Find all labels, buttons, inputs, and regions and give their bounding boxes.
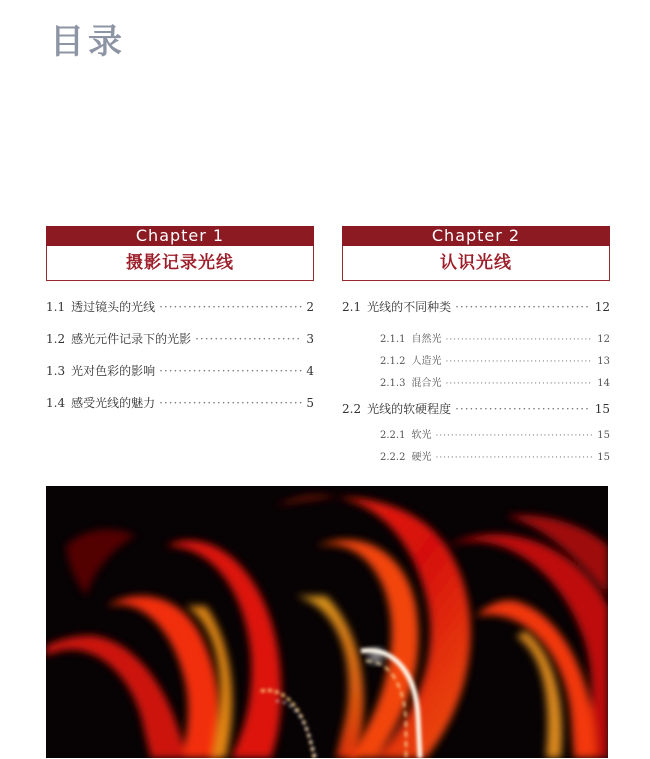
toc-entry-2-2-1[interactable] (342, 426, 610, 448)
toc-entry-2-1-2[interactable] (342, 352, 610, 374)
toc-number: 2.2.1 (380, 430, 406, 441)
toc-page: 13 (597, 356, 610, 367)
toc-text: 感光元件记录下的光影 (71, 332, 192, 346)
toc-number: 1.2 (46, 332, 66, 346)
toc-number: 2.1.1 (380, 334, 406, 345)
toc-text: 硬光 (411, 452, 432, 463)
toc-entry-2-1-1[interactable] (342, 330, 610, 352)
toc-page: 15 (597, 452, 610, 463)
toc-number: 1.3 (46, 364, 66, 378)
chapter-1-toc (46, 298, 314, 426)
toc-leader (435, 431, 593, 441)
toc-leader (195, 332, 302, 346)
toc-page: 4 (306, 364, 314, 378)
chapter-2-toc (342, 298, 610, 470)
toc-text: 透过镜头的光线 (71, 300, 156, 314)
toc-text: 光对色彩的影响 (71, 364, 156, 378)
toc-number: 1.4 (46, 396, 66, 410)
toc-page: 5 (306, 396, 314, 410)
toc-leader (435, 453, 593, 463)
toc-page: 15 (594, 402, 610, 416)
toc-leader (455, 300, 591, 314)
toc-leader (445, 379, 593, 389)
toc-page: 12 (594, 300, 610, 314)
toc-number: 2.1.2 (380, 356, 406, 367)
toc-number: 2.2 (342, 402, 362, 416)
toc-entry-2-1-3[interactable] (342, 374, 610, 400)
toc-page: 2 (306, 300, 314, 314)
chapter-1-label: Chapter 1 (46, 226, 314, 246)
toc-entry-2-2-2[interactable] (342, 448, 610, 470)
toc-leader (159, 396, 302, 410)
chapter-2-header (342, 226, 610, 281)
toc-text: 光线的软硬程度 (367, 402, 452, 416)
chapter-2-title: 认识光线 (342, 246, 610, 281)
toc-leader (455, 402, 591, 416)
toc-text: 感受光线的魅力 (71, 396, 156, 410)
toc-entry-1-2[interactable] (46, 330, 314, 362)
toc-text: 人造光 (411, 356, 442, 367)
toc-number: 2.1.3 (380, 378, 406, 389)
toc-entry-2-1[interactable] (342, 298, 610, 330)
toc-page: 14 (597, 378, 610, 389)
toc-page: 3 (306, 332, 314, 346)
toc-number: 2.1 (342, 300, 362, 314)
toc-leader (445, 357, 593, 367)
toc-text: 自然光 (411, 334, 442, 345)
toc-entry-1-3[interactable] (46, 362, 314, 394)
light-trail-photo (46, 486, 608, 758)
chapter-1-title: 摄影记录光线 (46, 246, 314, 281)
toc-page: 12 (597, 334, 610, 345)
toc-text: 软光 (411, 430, 432, 441)
toc-leader (445, 335, 593, 345)
chapter-1-header (46, 226, 314, 281)
toc-text: 光线的不同种类 (367, 300, 452, 314)
toc-number: 2.2.2 (380, 452, 406, 463)
toc-text: 混合光 (411, 378, 442, 389)
light-trail-image (46, 486, 608, 758)
toc-entry-2-2[interactable] (342, 400, 610, 426)
page-title: 目录 (50, 22, 126, 62)
toc-leader (159, 300, 302, 314)
toc-leader (159, 364, 302, 378)
toc-entry-1-4[interactable] (46, 394, 314, 426)
toc-page: 15 (597, 430, 610, 441)
toc-number: 1.1 (46, 300, 66, 314)
toc-entry-1-1[interactable] (46, 298, 314, 330)
chapter-2-label: Chapter 2 (342, 226, 610, 246)
